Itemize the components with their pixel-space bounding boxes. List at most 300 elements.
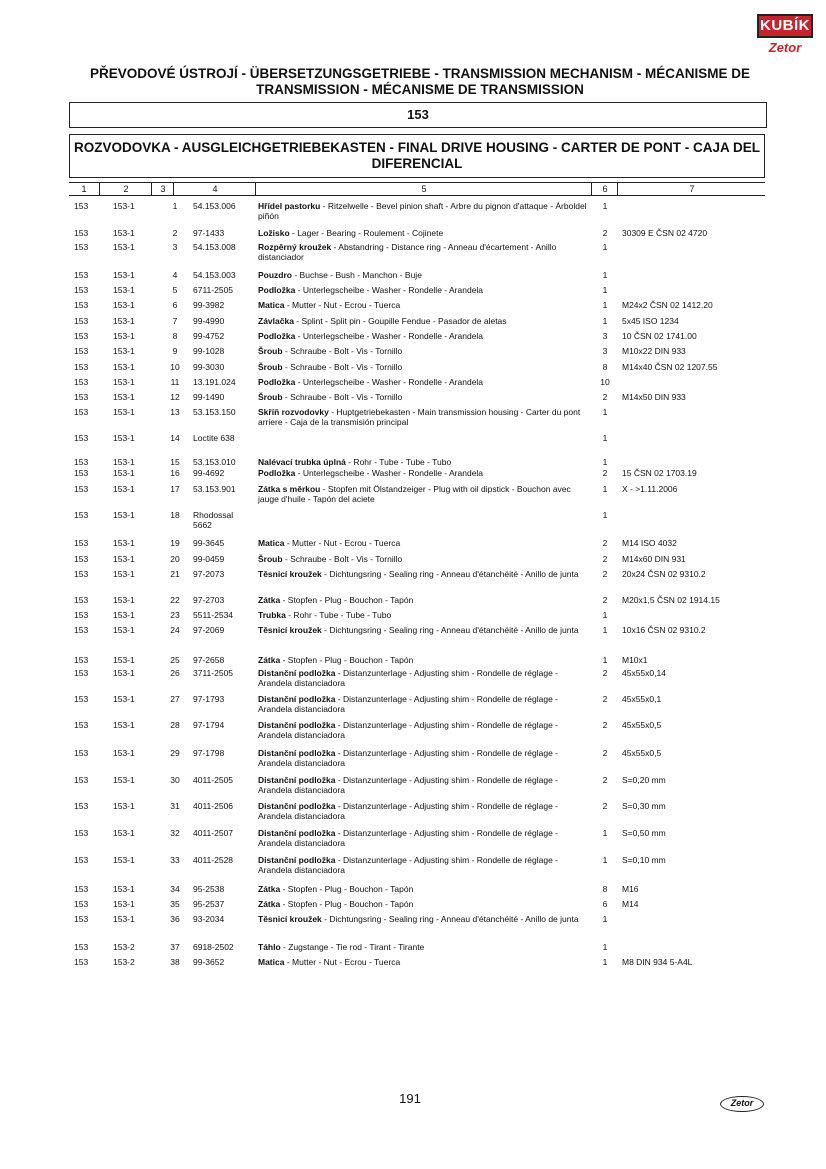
row-description	[258, 775, 588, 795]
row-description	[258, 331, 588, 341]
row-description	[258, 316, 588, 326]
row-note: 30309 E ČSN 02 4720	[622, 228, 708, 238]
row-position: 4	[172, 270, 178, 280]
row-description	[258, 801, 588, 821]
row-part-name: Závlačka	[258, 316, 294, 326]
row-group: 153	[74, 884, 89, 894]
row-position: 27	[170, 694, 180, 704]
row-subgroup: 153-1	[113, 433, 135, 443]
row-position: 14	[170, 433, 180, 443]
row-part-number: 99-3645	[193, 538, 225, 548]
row-group: 153	[74, 362, 89, 372]
row-subgroup: 153-1	[113, 538, 135, 548]
row-group: 153	[74, 595, 89, 605]
row-translations: - Splint - Split pin - Goupille Fendue - Pasador de aletas	[293, 316, 507, 326]
row-part-name: Šroub	[258, 554, 283, 564]
row-position: 1	[172, 201, 178, 211]
row-description	[258, 569, 588, 579]
row-subgroup: 153-2	[113, 942, 135, 952]
row-part-name: Těsnicí kroužek	[258, 625, 322, 635]
row-position: 36	[170, 914, 180, 924]
row-group: 153	[74, 914, 89, 924]
row-position: 19	[170, 538, 180, 548]
row-part-name: Podložka	[258, 285, 296, 295]
row-part-number: 53.153.901	[193, 484, 236, 494]
row-part-number: 99-4752	[193, 331, 225, 341]
row-part-name: Zátka	[258, 899, 281, 909]
row-position: 12	[170, 392, 180, 402]
row-part-number: 97-2073	[193, 569, 225, 579]
row-part-number: 53.153.010	[193, 457, 236, 467]
row-subgroup: 153-1	[113, 775, 135, 785]
row-description	[258, 694, 588, 714]
row-description	[258, 201, 588, 221]
row-part-name: Distanční podložka	[258, 801, 336, 811]
row-description	[258, 828, 588, 848]
row-group: 153	[74, 331, 89, 341]
row-note: 45x55x0,5	[622, 720, 662, 730]
row-part-number: 4011-2528	[193, 855, 234, 865]
row-position: 5	[172, 285, 178, 295]
row-part-number: 5511-2534	[193, 610, 234, 620]
row-note: M14x50 DIN 933	[622, 392, 686, 402]
page-number: 191	[399, 1091, 421, 1106]
row-quantity: 1	[602, 316, 608, 326]
row-translations: - Unterlegscheibe - Washer - Rondelle - Arandela	[295, 377, 484, 387]
row-part-name: Distanční podložka	[258, 694, 336, 704]
row-part-name: Distanční podložka	[258, 855, 336, 865]
row-part-name: Zátka	[258, 655, 281, 665]
row-group: 153	[74, 270, 89, 280]
row-quantity: 1	[602, 242, 608, 252]
row-quantity: 1	[602, 610, 608, 620]
footer-zetor-logo: Zetor	[720, 1096, 764, 1112]
row-quantity: 2	[602, 668, 608, 678]
row-part-number: 97-2658	[193, 655, 225, 665]
row-part-name: Distanční podložka	[258, 720, 336, 730]
row-position: 13	[170, 407, 180, 417]
row-position: 28	[170, 720, 180, 730]
row-part-name: Trubka	[258, 610, 286, 620]
row-subgroup: 153-1	[113, 899, 135, 909]
row-part-number: 97-1433	[193, 228, 225, 238]
row-quantity: 1	[602, 942, 608, 952]
row-translations: - Stopfen - Plug - Bouchon - Tapón	[280, 595, 414, 605]
row-subgroup: 153-1	[113, 510, 135, 520]
row-subgroup: 153-1	[113, 569, 135, 579]
row-part-name: Podložka	[258, 331, 296, 341]
row-translations: - Distanzunterlage - Adjusting shim - Rondelle de réglage - Arandela distanciadora	[258, 801, 559, 821]
row-group: 153	[74, 668, 89, 678]
col-header-7: 7	[617, 183, 766, 195]
row-position: 15	[170, 457, 180, 467]
row-subgroup: 153-1	[113, 457, 135, 467]
row-group: 153	[74, 285, 89, 295]
row-note: M16	[622, 884, 639, 894]
row-position: 2	[172, 228, 178, 238]
row-part-number: Rhodossal 5662	[193, 510, 234, 530]
row-note: S=0,10 mm	[622, 855, 666, 865]
row-part-number: 99-4692	[193, 468, 225, 478]
row-subgroup: 153-1	[113, 720, 135, 730]
row-quantity: 1	[602, 433, 608, 443]
row-part-name: Táhlo	[258, 942, 281, 952]
row-note: M14x40 ČSN 02 1207.55	[622, 362, 718, 372]
row-position: 31	[170, 801, 180, 811]
row-note: M14	[622, 899, 639, 909]
row-part-name: Matica	[258, 300, 285, 310]
row-position: 23	[170, 610, 180, 620]
row-note: M14 ISO 4032	[622, 538, 677, 548]
row-translations: - Schraube - Bolt - Vis - Tornillo	[282, 392, 403, 402]
row-part-number: 95-2538	[193, 884, 225, 894]
row-part-name: Šroub	[258, 346, 283, 356]
row-group: 153	[74, 942, 89, 952]
row-part-number: 6711-2505	[193, 285, 234, 295]
row-subgroup: 153-1	[113, 484, 135, 494]
row-position: 30	[170, 775, 180, 785]
row-quantity: 1	[602, 510, 608, 520]
row-part-name: Těsnicí kroužek	[258, 569, 322, 579]
row-subgroup: 153-1	[113, 884, 135, 894]
row-description	[258, 484, 588, 504]
row-part-number: 93-2034	[193, 914, 225, 924]
zetor-logo-text: Zetor	[768, 40, 802, 55]
row-subgroup: 153-1	[113, 270, 135, 280]
row-part-number: 99-3030	[193, 362, 225, 372]
row-description	[258, 610, 588, 620]
kubik-logo-text: KUBÍK	[757, 14, 813, 38]
row-description	[258, 457, 588, 467]
row-translations: - Schraube - Bolt - Vis - Tornillo	[282, 346, 403, 356]
row-group: 153	[74, 484, 89, 494]
row-description	[258, 914, 588, 924]
row-translations: - Huptgetriebekasten - Main transmission housing - Carter du pont arriere - Caja de la transmisión principal	[258, 407, 581, 427]
row-group: 153	[74, 569, 89, 579]
row-translations: - Distanzunterlage - Adjusting shim - Rondelle de réglage - Arandela distanciadora	[258, 775, 559, 795]
row-note: M24x2 ČSN 02 1412.20	[622, 300, 713, 310]
row-translations: - Zugstange - Tie rod - Tirant - Tirante	[280, 942, 425, 952]
row-translations: - Mutter - Nut - Ecrou - Tuerca	[284, 538, 401, 548]
row-group: 153	[74, 720, 89, 730]
row-translations: - Abstandring - Distance ring - Anneau d'écartement - Anillo distanciador	[258, 242, 557, 262]
row-subgroup: 153-1	[113, 668, 135, 678]
row-position: 10	[170, 362, 180, 372]
row-subgroup: 153-1	[113, 242, 135, 252]
row-subgroup: 153-1	[113, 914, 135, 924]
row-quantity: 3	[602, 346, 608, 356]
row-translations: - Ritzelwelle - Bevel pinion shaft - Arbre du pignon d'attaque - Árboldel piñón	[258, 201, 587, 221]
row-part-number: 99-1490	[193, 392, 225, 402]
row-quantity: 6	[602, 899, 608, 909]
row-part-number: 54.153.006	[193, 201, 236, 211]
row-subgroup: 153-1	[113, 228, 135, 238]
row-part-name: Distanční podložka	[258, 828, 336, 838]
row-position: 21	[170, 569, 180, 579]
row-part-name: Zátka	[258, 595, 281, 605]
row-quantity: 2	[602, 748, 608, 758]
col-header-6: 6	[591, 183, 618, 195]
row-part-number: 97-2069	[193, 625, 225, 635]
row-group: 153	[74, 468, 89, 478]
row-translations: - Distanzunterlage - Adjusting shim - Rondelle de réglage - Arandela distanciadora	[258, 828, 559, 848]
row-translations: - Unterlegscheibe - Washer - Rondelle - Arandela	[295, 331, 484, 341]
row-position: 25	[170, 655, 180, 665]
row-description	[258, 884, 588, 894]
row-quantity: 2	[602, 801, 608, 811]
row-description	[258, 668, 588, 688]
row-description	[258, 300, 588, 310]
row-position: 8	[172, 331, 178, 341]
row-quantity: 2	[602, 720, 608, 730]
row-position: 35	[170, 899, 180, 909]
row-note: 45x55x0,5	[622, 748, 662, 758]
row-position: 3	[172, 242, 178, 252]
row-note: S=0,50 mm	[622, 828, 666, 838]
row-note: S=0,30 mm	[622, 801, 666, 811]
row-group: 153	[74, 433, 89, 443]
row-translations: - Dichtungsring - Sealing ring - Anneau d'étanchéité - Anillo de junta	[321, 914, 579, 924]
row-description	[258, 899, 588, 909]
row-description	[258, 242, 588, 262]
row-note: S=0,20 mm	[622, 775, 666, 785]
row-translations: - Buchse - Bush - Manchon - Buje	[292, 270, 422, 280]
row-position: 24	[170, 625, 180, 635]
row-quantity: 1	[602, 285, 608, 295]
row-group: 153	[74, 300, 89, 310]
row-position: 37	[170, 942, 180, 952]
row-part-number: 97-1794	[193, 720, 225, 730]
row-description	[258, 655, 588, 665]
row-part-name: Šroub	[258, 362, 283, 372]
row-quantity: 1	[602, 201, 608, 211]
row-part-number: Loctite 638	[193, 433, 235, 443]
row-quantity: 2	[602, 569, 608, 579]
row-quantity: 1	[602, 914, 608, 924]
row-quantity: 8	[602, 362, 608, 372]
row-group: 153	[74, 899, 89, 909]
group-number: 153	[69, 102, 767, 128]
row-part-name: Nalévací trubka úplná	[258, 457, 346, 467]
kubik-zetor-logo	[757, 14, 813, 60]
row-quantity: 2	[602, 775, 608, 785]
row-translations: - Schraube - Bolt - Vis - Tornillo	[282, 362, 403, 372]
row-subgroup: 153-1	[113, 300, 135, 310]
col-header-2: 2	[99, 183, 152, 195]
column-header-row	[69, 182, 765, 196]
row-translations: - Stopfen - Plug - Bouchon - Tapón	[280, 884, 414, 894]
row-position: 16	[170, 468, 180, 478]
row-translations: - Mutter - Nut - Ecrou - Tuerca	[284, 300, 401, 310]
row-description	[258, 285, 588, 295]
row-subgroup: 153-1	[113, 468, 135, 478]
row-translations: - Dichtungsring - Sealing ring - Anneau d'étanchéité - Anillo de junta	[321, 625, 579, 635]
row-part-name: Šroub	[258, 392, 283, 402]
row-group: 153	[74, 655, 89, 665]
row-part-name: Distanční podložka	[258, 668, 336, 678]
row-subgroup: 153-1	[113, 377, 135, 387]
row-part-name: Pouzdro	[258, 270, 292, 280]
row-subgroup: 153-1	[113, 362, 135, 372]
row-part-number: 97-1798	[193, 748, 225, 758]
row-part-number: 6918-2502	[193, 942, 234, 952]
row-quantity: 1	[602, 270, 608, 280]
row-description	[258, 625, 588, 635]
row-position: 34	[170, 884, 180, 894]
row-quantity: 1	[602, 828, 608, 838]
row-group: 153	[74, 242, 89, 252]
row-description	[258, 407, 588, 427]
row-group: 153	[74, 748, 89, 758]
row-note: 5x45 ISO 1234	[622, 316, 679, 326]
row-note: 10x16 ČSN 02 9310.2	[622, 625, 706, 635]
row-subgroup: 153-1	[113, 331, 135, 341]
row-position: 11	[170, 377, 180, 387]
row-quantity: 1	[602, 625, 608, 635]
row-group: 153	[74, 316, 89, 326]
row-quantity: 8	[602, 884, 608, 894]
row-part-name: Těsnicí kroužek	[258, 914, 322, 924]
row-note: M20x1,5 ČSN 02 1914.15	[622, 595, 720, 605]
row-position: 7	[172, 316, 178, 326]
row-quantity: 1	[602, 300, 608, 310]
row-group: 153	[74, 228, 89, 238]
row-note: M8 DIN 934 5-A4L	[622, 957, 693, 967]
row-translations: - Unterlegscheibe - Washer - Rondelle - Arandela	[295, 468, 484, 478]
row-translations: - Distanzunterlage - Adjusting shim - Rondelle de réglage - Arandela distanciadora	[258, 668, 559, 688]
row-part-name: Ložisko	[258, 228, 290, 238]
row-part-name: Hřídel pastorku	[258, 201, 321, 211]
row-position: 26	[170, 668, 180, 678]
row-quantity: 1	[602, 957, 608, 967]
row-group: 153	[74, 392, 89, 402]
row-quantity: 3	[602, 331, 608, 341]
row-group: 153	[74, 775, 89, 785]
row-part-name: Skříň rozvodovky	[258, 407, 329, 417]
row-description	[258, 468, 588, 478]
row-group: 153	[74, 510, 89, 520]
row-part-name: Zátka	[258, 884, 281, 894]
row-quantity: 2	[602, 468, 608, 478]
row-translations: - Distanzunterlage - Adjusting shim - Rondelle de réglage - Arandela distanciadora	[258, 855, 559, 875]
row-translations: - Distanzunterlage - Adjusting shim - Rondelle de réglage - Arandela distanciadora	[258, 720, 559, 740]
row-subgroup: 153-1	[113, 554, 135, 564]
row-translations: - Mutter - Nut - Ecrou - Tuerca	[284, 957, 401, 967]
row-description	[258, 392, 588, 402]
row-quantity: 2	[602, 595, 608, 605]
row-note: 45x55x0,1	[622, 694, 662, 704]
row-part-number: 99-0459	[193, 554, 225, 564]
row-part-number: 4011-2505	[193, 775, 234, 785]
row-translations: - Dichtungsring - Sealing ring - Anneau d'étanchéité - Anillo de junta	[321, 569, 579, 579]
row-part-name: Rozpěrný kroužek	[258, 242, 332, 252]
row-translations: - Unterlegscheibe - Washer - Rondelle - Arandela	[295, 285, 484, 295]
row-part-number: 54.153.008	[193, 242, 236, 252]
row-part-name: Matica	[258, 538, 285, 548]
row-subgroup: 153-2	[113, 957, 135, 967]
row-quantity: 2	[602, 694, 608, 704]
row-subgroup: 153-1	[113, 285, 135, 295]
row-group: 153	[74, 625, 89, 635]
row-quantity: 1	[602, 484, 608, 494]
row-position: 29	[170, 748, 180, 758]
row-description	[258, 942, 588, 952]
row-note: 20x24 ČSN 02 9310.2	[622, 569, 706, 579]
row-part-number: 3711-2505	[193, 668, 234, 678]
col-header-1: 1	[81, 184, 87, 194]
col-header-4: 4	[173, 183, 256, 195]
row-note: X - >1.11.2006	[622, 484, 678, 494]
row-note: M10x22 DIN 933	[622, 346, 686, 356]
row-part-name: Podložka	[258, 468, 296, 478]
row-group: 153	[74, 554, 89, 564]
row-group: 153	[74, 610, 89, 620]
row-quantity: 1	[602, 457, 608, 467]
row-quantity: 2	[602, 538, 608, 548]
row-group: 153	[74, 377, 89, 387]
row-part-number: 95-2537	[193, 899, 225, 909]
row-subgroup: 153-1	[113, 201, 135, 211]
row-description	[258, 270, 588, 280]
row-group: 153	[74, 828, 89, 838]
row-group: 153	[74, 801, 89, 811]
row-part-number: 99-1028	[193, 346, 225, 356]
row-quantity: 2	[602, 228, 608, 238]
row-part-name: Zátka s měrkou	[258, 484, 321, 494]
row-subgroup: 153-1	[113, 407, 135, 417]
row-part-number: 53.153.150	[193, 407, 236, 417]
row-description	[258, 377, 588, 387]
row-part-name: Matica	[258, 957, 285, 967]
row-quantity: 2	[602, 554, 608, 564]
row-group: 153	[74, 855, 89, 865]
row-subgroup: 153-1	[113, 392, 135, 402]
row-subgroup: 153-1	[113, 801, 135, 811]
row-part-number: 4011-2506	[193, 801, 234, 811]
row-description	[258, 362, 588, 372]
row-description	[258, 554, 588, 564]
row-part-number: 99-4990	[193, 316, 225, 326]
row-position: 9	[172, 346, 178, 356]
row-translations: - Lager - Bearing - Roulement - Cojinete	[289, 228, 444, 238]
row-group: 153	[74, 407, 89, 417]
row-subgroup: 153-1	[113, 595, 135, 605]
row-description	[258, 346, 588, 356]
row-position: 38	[170, 957, 180, 967]
row-note: 15 ČSN 02 1703.19	[622, 468, 697, 478]
row-position: 22	[170, 595, 180, 605]
row-subgroup: 153-1	[113, 625, 135, 635]
row-group: 153	[74, 201, 89, 211]
row-position: 17	[170, 484, 180, 494]
row-part-number: 97-2703	[193, 595, 225, 605]
row-subgroup: 153-1	[113, 610, 135, 620]
row-subgroup: 153-1	[113, 316, 135, 326]
page-title: PŘEVODOVÉ ÚSTROJÍ - ÜBERSETZUNGSGETRIEBE - TRANSMISSION MECHANISM - MÉCANISME DE TRANSMISSION - MÉCANISME DE TRANSMISSION	[89, 66, 751, 97]
row-position: 6	[172, 300, 178, 310]
row-position: 20	[170, 554, 180, 564]
row-translations: - Rohr - Tube - Tube - Tubo	[345, 457, 452, 467]
row-subgroup: 153-1	[113, 855, 135, 865]
col-header-5: 5	[255, 183, 592, 195]
row-subgroup: 153-1	[113, 346, 135, 356]
row-quantity: 1	[602, 855, 608, 865]
row-group: 153	[74, 957, 89, 967]
row-subgroup: 153-1	[113, 694, 135, 704]
row-note: M10x1	[622, 655, 648, 665]
section-title: ROZVODOVKA - AUSGLEICHGETRIEBEKASTEN - FINAL DRIVE HOUSING - CARTER DE PONT - CAJA DEL DIFERENCIAL	[69, 134, 765, 178]
row-description	[258, 228, 588, 238]
